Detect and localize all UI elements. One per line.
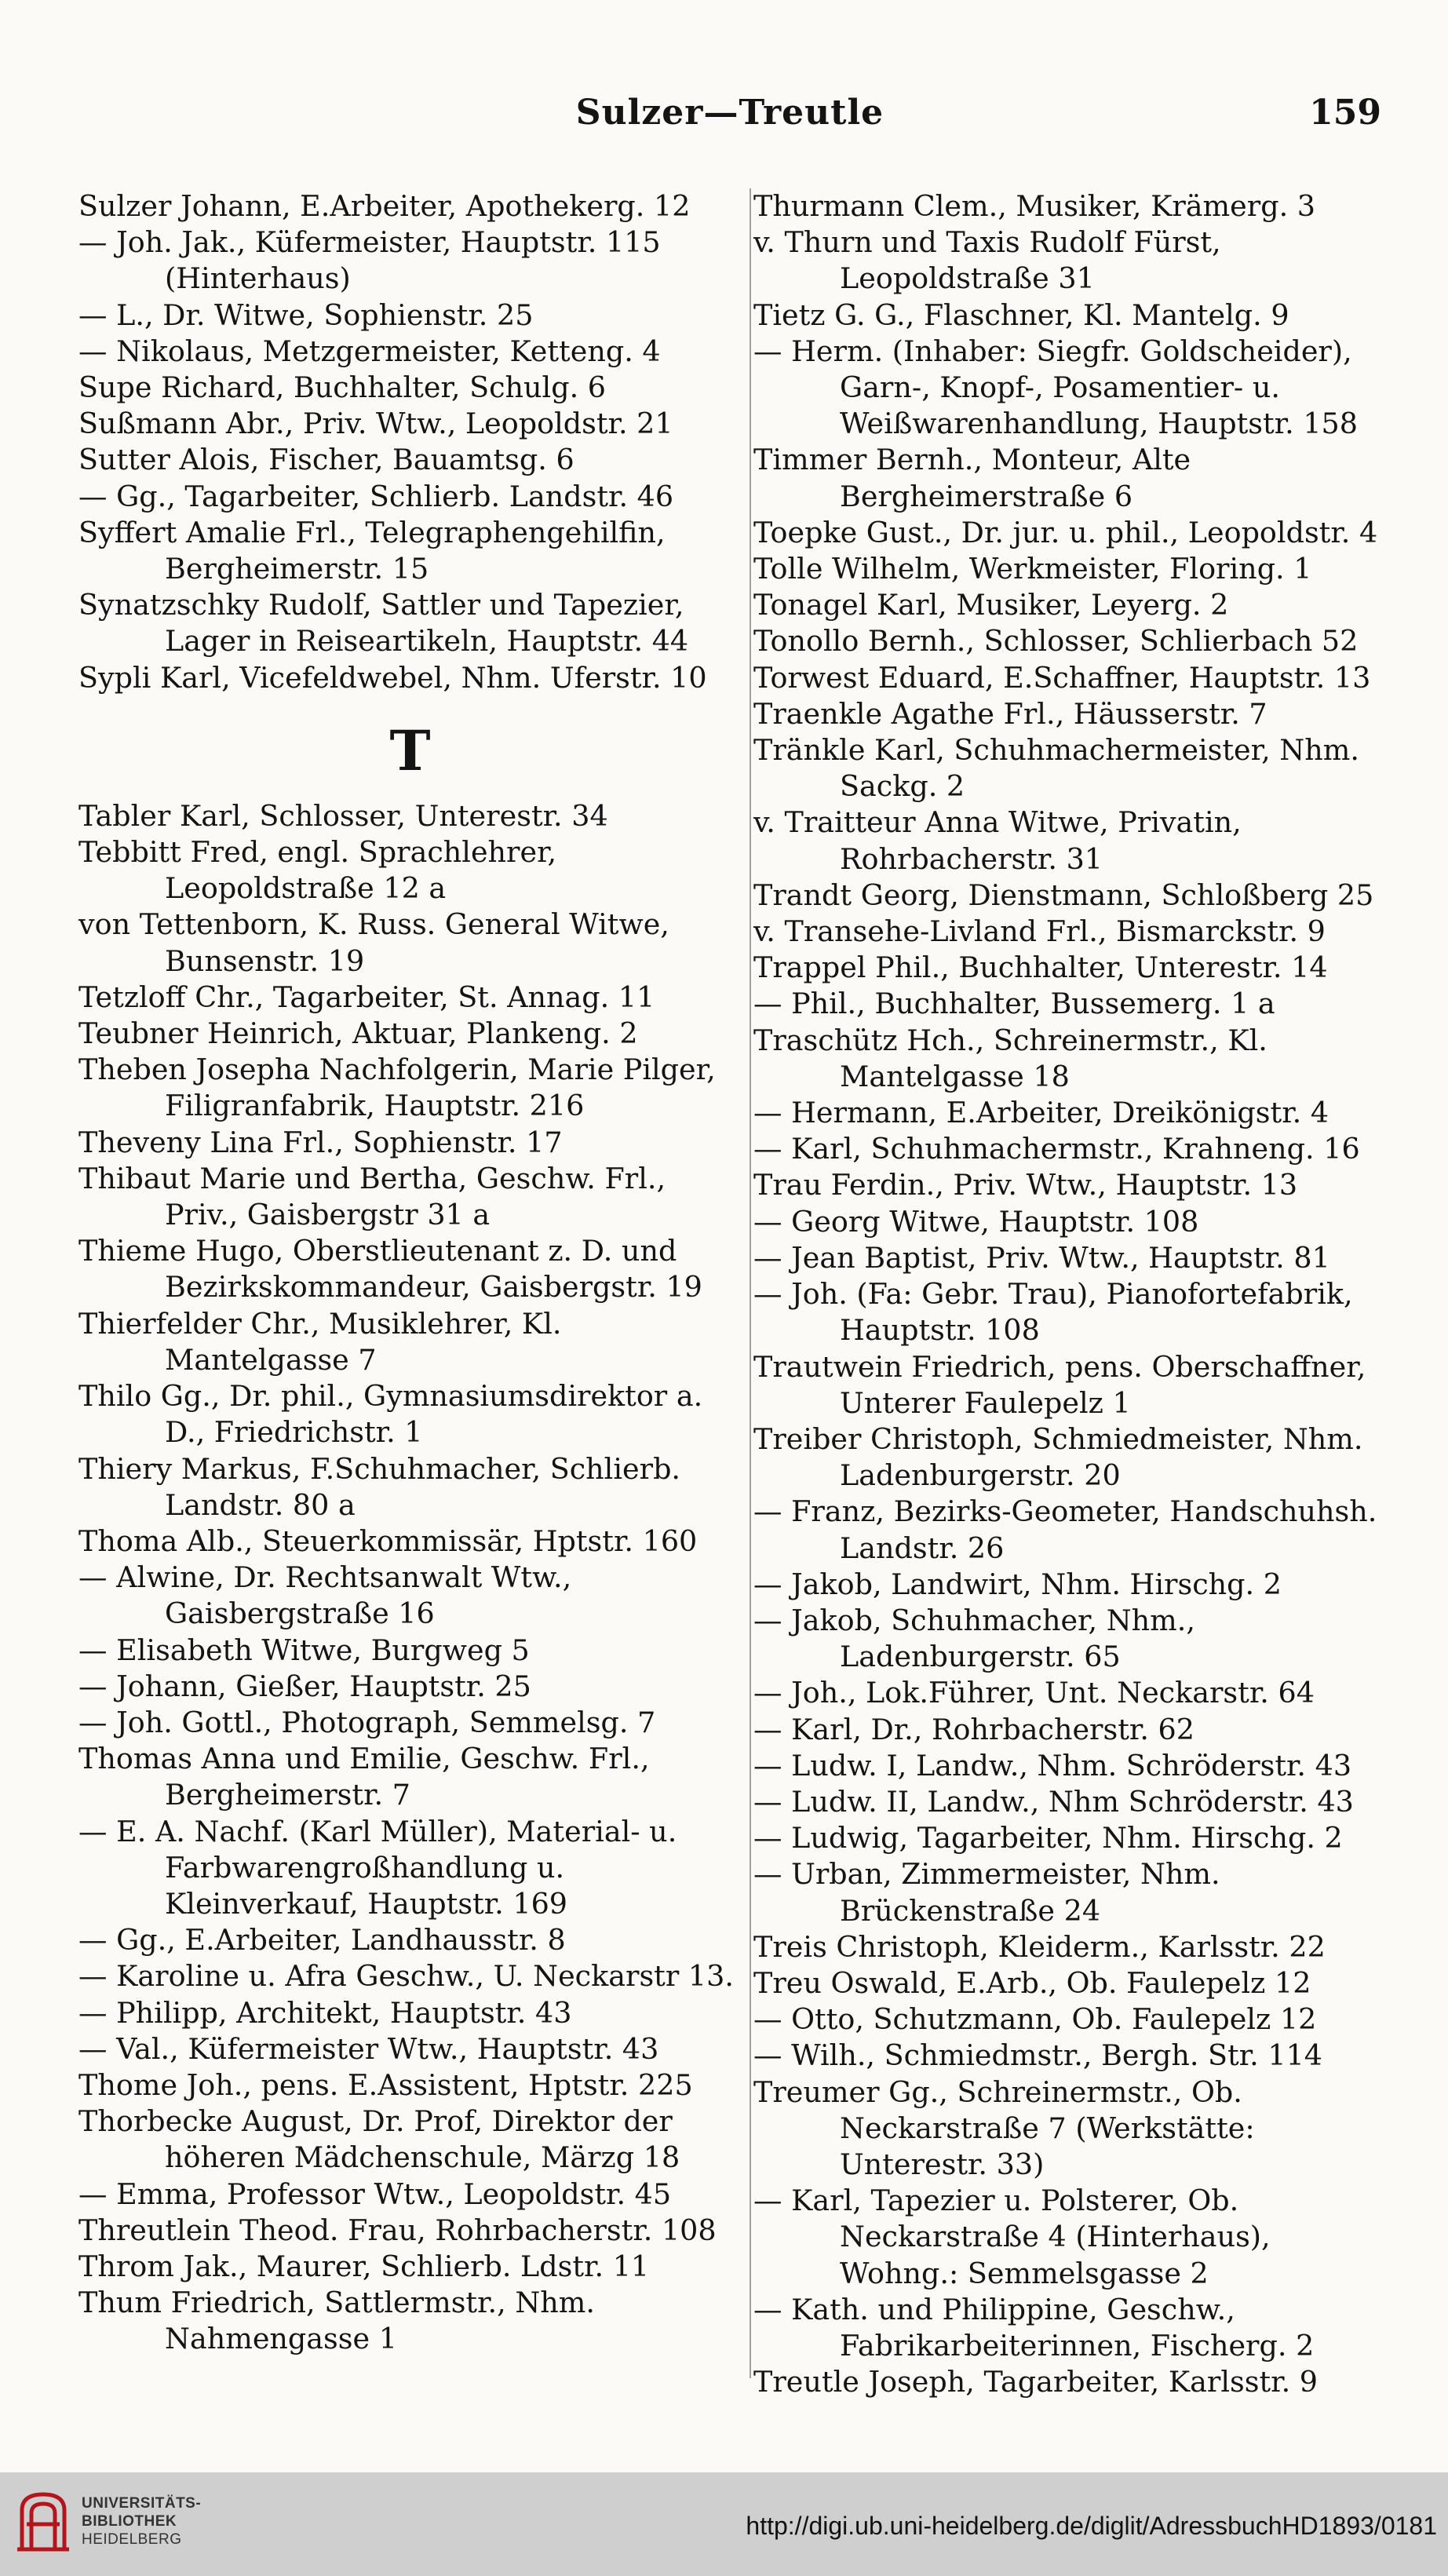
- library-name: [82, 2494, 201, 2549]
- directory-entry: Thum Friedrich, Sattlermstr., Nhm. Nahmengasse 1: [78, 2286, 595, 2356]
- directory-entry: — Ludw. I, Landw., Nhm. Schröderstr. 43: [753, 1748, 1352, 1782]
- directory-entry: Torwest Eduard, E.Schaffner, Hauptstr. 13: [753, 660, 1371, 695]
- directory-entry: Tabler Karl, Schlosser, Unterestr. 34: [78, 798, 608, 833]
- directory-entry: Trau Ferdin., Priv. Wtw., Hauptstr. 13: [753, 1168, 1298, 1202]
- page-number: 159: [1309, 93, 1381, 133]
- directory-entry: v. Traitteur Anna Witwe, Privatin, Rohrbacherstr. 31: [753, 805, 1242, 876]
- directory-entry: Thibaut Marie und Bertha, Geschw. Frl., Priv., Gaisbergstr 31 a: [78, 1161, 666, 1232]
- directory-entry: Toepke Gust., Dr. jur. u. phil., Leopoldstr. 4: [753, 515, 1378, 549]
- directory-entry: Thome Joh., pens. E.Assistent, Hptstr. 225: [78, 2067, 693, 2102]
- running-title: Sulzer—Treutle: [575, 93, 884, 133]
- directory-entry: Tietz G. G., Flaschner, Kl. Mantelg. 9: [753, 297, 1289, 332]
- directory-entry: — Kath. und Philippine, Geschw., Fabrikarbeiterinnen, Fischerg. 2: [753, 2292, 1315, 2363]
- directory-entry: — Joh., Lok.Führer, Unt. Neckarstr. 64: [753, 1676, 1315, 1710]
- directory-entry: — Joh. (Fa: Gebr. Trau), Pianofortefabrik, Hauptstr. 108: [753, 1277, 1353, 1348]
- directory-entry: — Emma, Professor Wtw., Leopoldstr. 45: [78, 2176, 672, 2211]
- directory-entry: Tränkle Karl, Schuhmachermeister, Nhm. Sackg. 2: [753, 733, 1359, 804]
- footer-bar: [0, 2472, 1448, 2576]
- directory-entry: Tonollo Bernh., Schlosser, Schlierbach 52: [753, 624, 1359, 659]
- directory-entry: Tebbitt Fred, engl. Sprachlehrer, Leopoldstraße 12 a: [78, 835, 557, 906]
- directory-entry: Tetzloff Chr., Tagarbeiter, St. Annag. 11: [78, 980, 655, 1014]
- directory-entry: Sußmann Abr., Priv. Wtw., Leopoldstr. 21: [78, 407, 673, 441]
- directory-entry: Treu Oswald, E.Arb., Ob. Faulepelz 12: [753, 1965, 1311, 2000]
- directory-entry: — Ludw. II, Landw., Nhm Schröderstr. 43: [753, 1784, 1354, 1819]
- directory-entry: Sutter Alois, Fischer, Bauamtsg. 6: [78, 443, 574, 477]
- directory-entry: — Philipp, Architekt, Hauptstr. 43: [78, 1995, 572, 2030]
- directory-entry: Trautwein Friedrich, pens. Oberschaffner, Unterer Faulepelz 1: [753, 1349, 1366, 1420]
- directory-entry: — Gg., Tagarbeiter, Schlierb. Landstr. 46: [78, 479, 674, 513]
- column-divider: [750, 188, 751, 2378]
- entries-right: [753, 188, 1393, 2400]
- directory-entry: Treutle Joseph, Tagarbeiter, Karlsstr. 9: [753, 2365, 1319, 2399]
- directory-entry: Thorbecke August, Dr. Prof, Direktor der höheren Mädchenschule, Märzg 18: [78, 2104, 680, 2175]
- directory-entry: Throm Jak., Maurer, Schlierb. Ldstr. 11: [78, 2249, 650, 2283]
- directory-entry: — Karoline u. Afra Geschw., U. Neckarstr 13.: [78, 1959, 734, 1994]
- directory-entry: Sulzer Johann, E.Arbeiter, Apothekerg. 12: [78, 189, 691, 223]
- directory-entry: — Ludwig, Tagarbeiter, Nhm. Hirschg. 2: [753, 1821, 1343, 1855]
- directory-entry: Thoma Alb., Steuerkommissär, Hptstr. 160: [78, 1523, 698, 1558]
- directory-entry: — L., Dr. Witwe, Sophienstr. 25: [78, 297, 534, 332]
- directory-entry: Treis Christoph, Kleiderm., Karlsstr. 22: [753, 1929, 1326, 1964]
- directory-entry: Synatzschky Rudolf, Sattler und Tapezier, Lager in Reiseartikeln, Hauptstr. 44: [78, 588, 689, 659]
- directory-entry: — Jakob, Landwirt, Nhm. Hirschg. 2: [753, 1567, 1282, 1601]
- directory-entry: Theben Josepha Nachfolgerin, Marie Pilger, Filigranfabrik, Hauptstr. 216: [78, 1053, 716, 1123]
- directory-entry: Traenkle Agathe Frl., Häusserstr. 7: [753, 696, 1267, 731]
- directory-entry: — Karl, Dr., Rohrbacherstr. 62: [753, 1712, 1195, 1746]
- directory-entry: — Joh. Gottl., Photograph, Semmelsg. 7: [78, 1705, 656, 1739]
- library-logo-icon: [16, 2487, 71, 2554]
- directory-entry: — Georg Witwe, Hauptstr. 108: [753, 1204, 1199, 1239]
- directory-entry: Tonagel Karl, Musiker, Leyerg. 2: [753, 588, 1229, 622]
- directory-entry: — Gg., E.Arbeiter, Landhausstr. 8: [78, 1923, 566, 1958]
- source-url-link[interactable]: http://digi.ub.uni-heidelberg.de/diglit/AdressbuchHD1893/0181: [746, 2512, 1437, 2540]
- directory-entry: Thierfelder Chr., Musiklehrer, Kl. Mantelgasse 7: [78, 1306, 562, 1377]
- left-column: [78, 188, 742, 2358]
- directory-entry: Thurmann Clem., Musiker, Krämerg. 3: [753, 189, 1315, 223]
- section-letter-t: T: [389, 717, 431, 783]
- directory-entry: Theveny Lina Frl., Sophienstr. 17: [78, 1125, 563, 1159]
- directory-entry: — Elisabeth Witwe, Burgweg 5: [78, 1633, 530, 1667]
- directory-entry: Threutlein Theod. Frau, Rohrbacherstr. 108: [78, 2213, 717, 2247]
- directory-entry: v. Transehe-Livland Frl., Bismarckstr. 9: [753, 914, 1326, 949]
- directory-entry: Teubner Heinrich, Aktuar, Plankeng. 2: [78, 1016, 638, 1051]
- directory-entry: — Nikolaus, Metzgermeister, Ketteng. 4: [78, 334, 661, 368]
- directory-entry: — Jean Baptist, Priv. Wtw., Hauptstr. 81: [753, 1240, 1330, 1275]
- right-column: [753, 188, 1393, 2400]
- directory-entry: — Franz, Bezirks-Geometer, Handschuhsh. Landstr. 26: [753, 1494, 1377, 1565]
- directory-entry: — Herm. (Inhaber: Siegfr. Goldscheider), Garn-, Knopf-, Posamentier- u. Weißwarenhandlung, Hauptstr. 158: [753, 334, 1358, 441]
- directory-entry: — Phil., Buchhalter, Bussemerg. 1 a: [753, 987, 1275, 1021]
- library-name-line1: UNIVERSITÄTS-: [82, 2495, 202, 2512]
- directory-entry: Trappel Phil., Buchhalter, Unterestr. 14: [753, 950, 1328, 985]
- directory-entry: — Alwine, Dr. Rechtsanwalt Wtw., Gaisbergstraße 16: [78, 1560, 572, 1631]
- directory-entry: — Urban, Zimmermeister, Nhm. Brückenstraße 24: [753, 1857, 1220, 1928]
- directory-entry: Sypli Karl, Vicefeldwebel, Nhm. Uferstr. 10: [78, 660, 707, 695]
- directory-entry: — Hermann, E.Arbeiter, Dreikönigstr. 4: [753, 1096, 1329, 1130]
- directory-entry: Thiery Markus, F.Schuhmacher, Schlierb. Landstr. 80 a: [78, 1451, 681, 1522]
- directory-entry: Trandt Georg, Dienstmann, Schloßberg 25: [753, 878, 1374, 912]
- directory-entry: Thomas Anna und Emilie, Geschw. Frl., Bergheimerstr. 7: [78, 1742, 650, 1812]
- directory-entry: — Otto, Schutzmann, Ob. Faulepelz 12: [753, 2002, 1317, 2037]
- directory-entry: Traschütz Hch., Schreinermstr., Kl. Mantelgasse 18: [753, 1023, 1267, 1093]
- library-name-line2: BIBLIOTHEK: [82, 2513, 177, 2530]
- directory-entry: — Johann, Gießer, Hauptstr. 25: [78, 1669, 531, 1703]
- directory-entry: Supe Richard, Buchhalter, Schulg. 6: [78, 370, 607, 405]
- library-name-line3: HEIDELBERG: [82, 2531, 182, 2548]
- directory-entry: von Tettenborn, K. Russ. General Witwe, Bunsenstr. 19: [78, 907, 669, 978]
- directory-entry: — Karl, Schuhmachermstr., Krahneng. 16: [753, 1132, 1360, 1166]
- directory-entry: — Wilh., Schmiedmstr., Bergh. Str. 114: [753, 2038, 1323, 2073]
- directory-entry: — Jakob, Schuhmacher, Nhm., Ladenburgerstr. 65: [753, 1603, 1195, 1674]
- directory-entry: Treiber Christoph, Schmiedmeister, Nhm. Ladenburgerstr. 20: [753, 1421, 1363, 1493]
- directory-entry: Tolle Wilhelm, Werkmeister, Floring. 1: [753, 552, 1312, 586]
- directory-entry: Thilo Gg., Dr. phil., Gymnasiumsdirektor a. D., Friedrichstr. 1: [78, 1379, 703, 1450]
- directory-entry: Thieme Hugo, Oberstlieutenant z. D. und Bezirkskommandeur, Gaisbergstr. 19: [78, 1234, 702, 1304]
- directory-entry: Treumer Gg., Schreinermstr., Ob. Neckarstraße 7 (Werkstätte: Unterestr. 33): [753, 2074, 1255, 2181]
- directory-entry: Syffert Amalie Frl., Telegraphengehilfin, Bergheimerstr. 15: [78, 515, 666, 586]
- directory-entry: Timmer Bernh., Monteur, Alte Bergheimerstraße 6: [753, 443, 1191, 513]
- directory-entry: — Karl, Tapezier u. Polsterer, Ob. Neckarstraße 4 (Hinterhaus), Wohng.: Semmelsgasse 2: [753, 2184, 1271, 2290]
- directory-entry: v. Thurn und Taxis Rudolf Fürst, Leopoldstraße 31: [753, 225, 1221, 296]
- directory-entry: — Joh. Jak., Küfermeister, Hauptstr. 115 (Hinterhaus): [78, 225, 661, 296]
- directory-entry: — E. A. Nachf. (Karl Müller), Material- u. Farbwarengroßhandlung u. Kleinverkauf, Hauptstr. 169: [78, 1814, 677, 1921]
- directory-entry: — Val., Küfermeister Wtw., Hauptstr. 43: [78, 2031, 659, 2066]
- page-header: [78, 93, 1381, 148]
- entries-t: [78, 798, 742, 2358]
- entries-s: [78, 188, 742, 696]
